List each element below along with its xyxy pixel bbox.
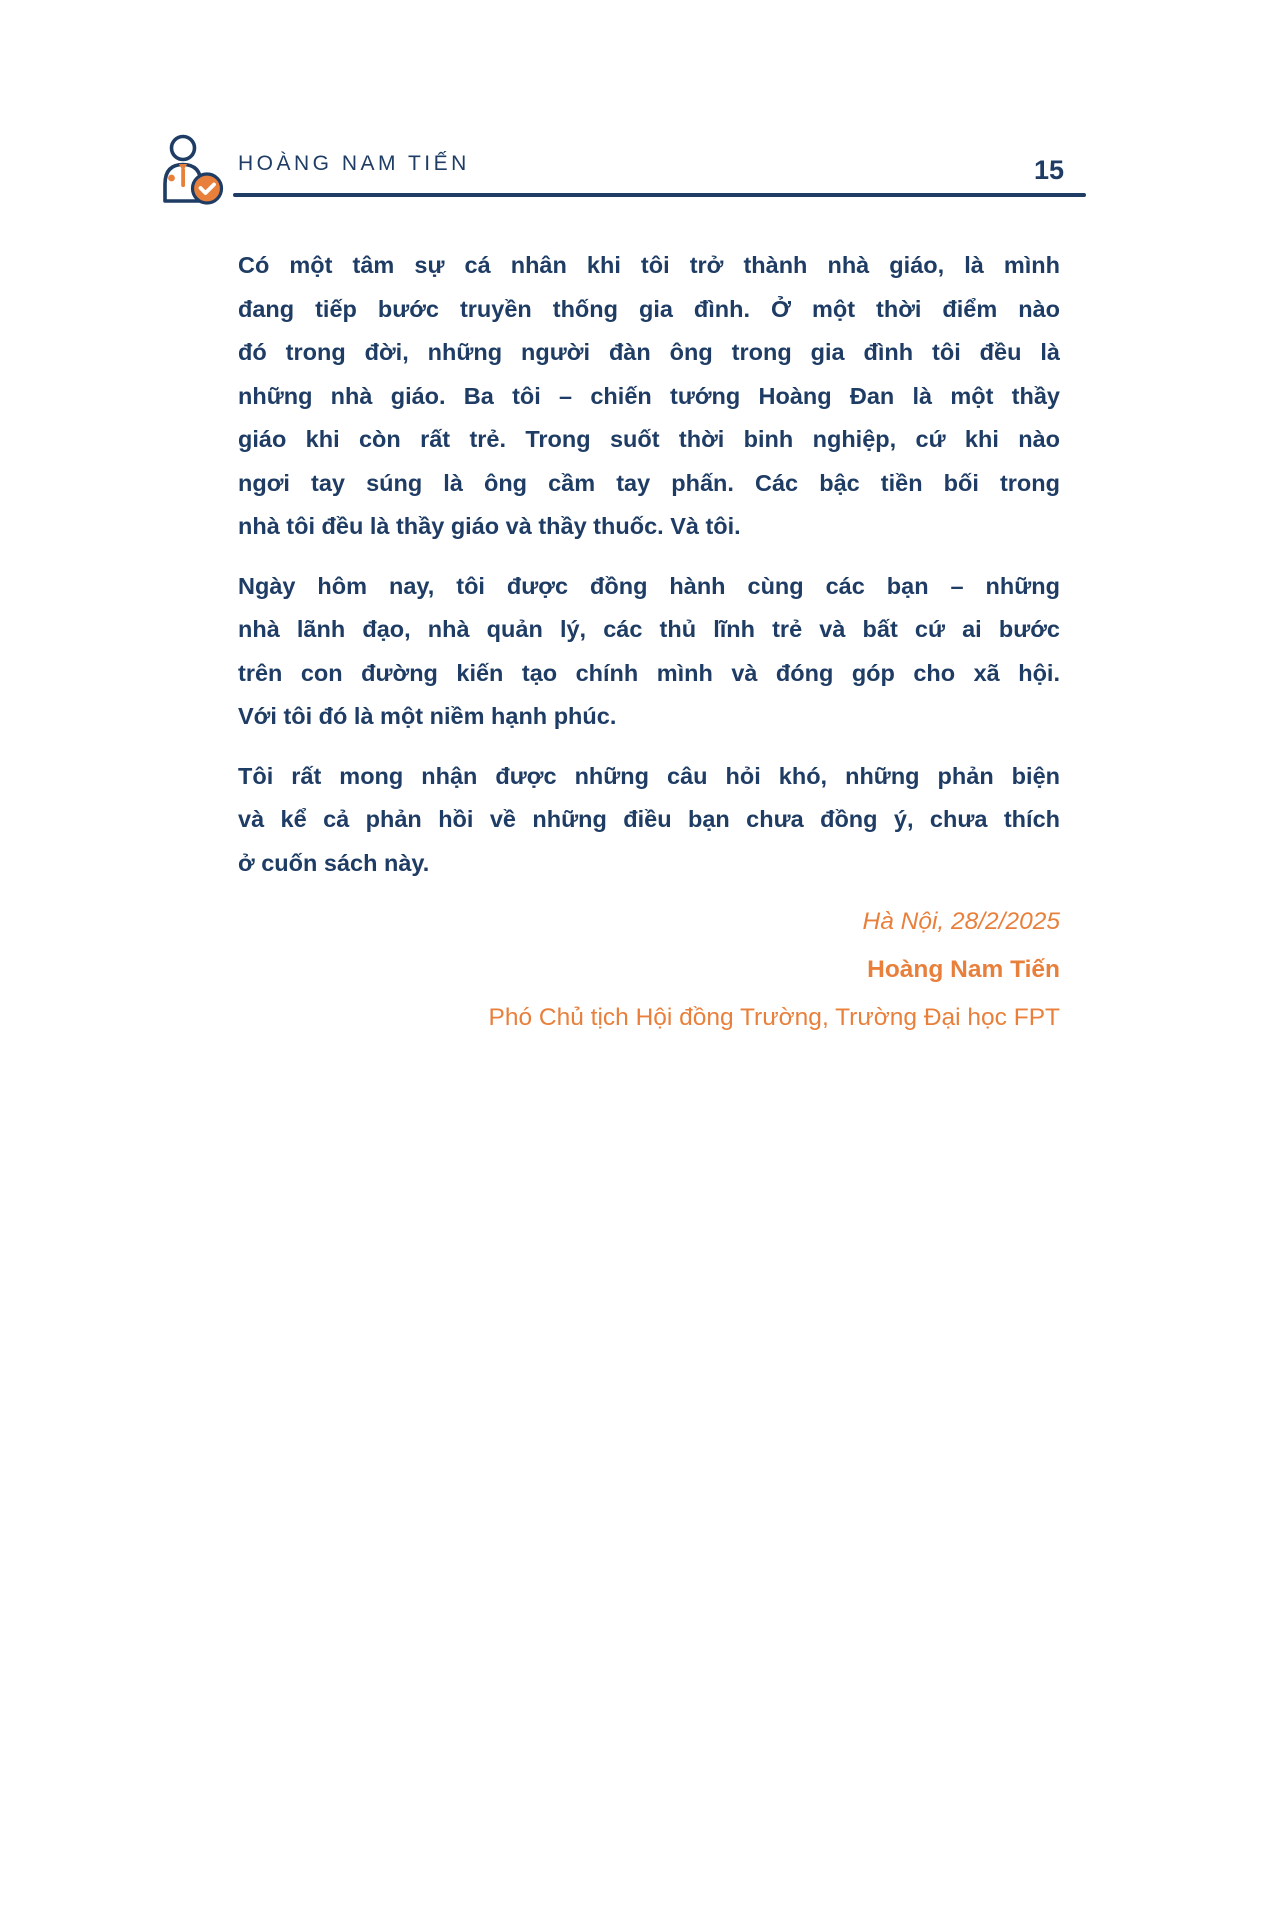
paragraph: [238, 755, 1060, 886]
paragraph: [238, 565, 1060, 739]
body-line: nhà lãnh đạo, nhà quản lý, các thủ lĩnh trẻ và bất cứ ai bước: [238, 616, 1060, 642]
body-line: đang tiếp bước truyền thống gia đình. Ở một thời điểm nào: [238, 295, 1060, 322]
signature-block: [488, 898, 1060, 1042]
body-line: và kể cả phản hồi về những điều bạn chưa đồng ý, chưa thích: [238, 806, 1060, 832]
signature-author: Hoàng Nam Tiến: [867, 956, 1060, 983]
paragraph: [238, 244, 1060, 549]
page-number: 15: [1033, 155, 1064, 185]
header-divider: [233, 193, 1086, 197]
body-line: ở cuốn sách này.: [238, 849, 430, 876]
body-line: trên con đường kiến tạo chính mình và đóng góp cho xã hội.: [238, 659, 1060, 686]
body-line: đó trong đời, những người đàn ông trong gia đình tôi đều là: [238, 339, 1060, 365]
body-line: Có một tâm sự cá nhân khi tôi trở thành nhà giáo, là mình: [238, 252, 1060, 278]
signature-role: Phó Chủ tịch Hội đồng Trường, Trường Đại học FPT: [488, 1004, 1060, 1031]
body-line: Với tôi đó là một niềm hạnh phúc.: [238, 703, 617, 729]
body-line: Ngày hôm nay, tôi được đồng hành cùng các bạn – những: [238, 572, 1060, 599]
body-line: ngơi tay súng là ông cầm tay phấn. Các bậc tiền bối trong: [238, 469, 1060, 496]
running-head-author: HOÀNG NAM TIẾN: [238, 152, 470, 175]
body-line: Tôi rất mong nhận được những câu hỏi khó, những phản biện: [238, 762, 1060, 789]
signature-place-date: Hà Nội, 28/2/2025: [862, 908, 1060, 935]
body-line: những nhà giáo. Ba tôi – chiến tướng Hoàng Đan là một thầy: [238, 382, 1060, 409]
body-line: nhà tôi đều là thầy giáo và thầy thuốc. Và tôi.: [238, 513, 741, 539]
body-line: giáo khi còn rất trẻ. Trong suốt thời binh nghiệp, cứ khi nào: [238, 426, 1060, 452]
person-check-icon: [158, 131, 224, 211]
body-text: [238, 244, 1060, 901]
